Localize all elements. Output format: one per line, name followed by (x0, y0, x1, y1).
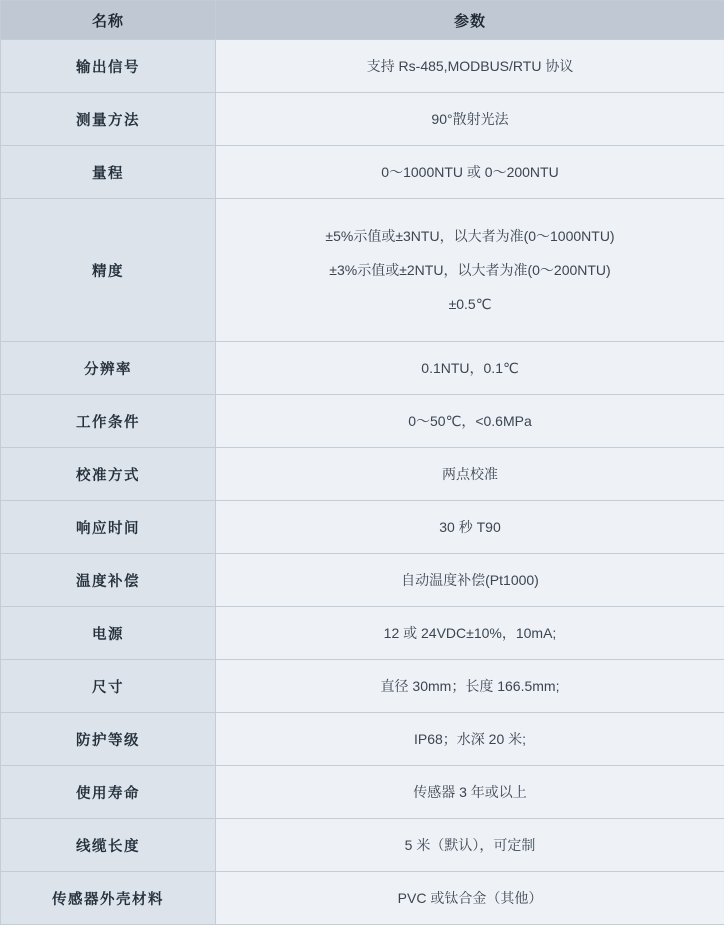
row-label: 量程 (1, 146, 216, 199)
row-value: 30 秒 T90 (216, 501, 724, 554)
row-label: 校准方式 (1, 448, 216, 501)
table-row (1, 713, 724, 766)
row-label: 精度 (1, 199, 216, 342)
row-value: 0～50℃，<0.6MPa (216, 395, 724, 448)
table-row (1, 554, 724, 607)
row-value: 0～1000NTU 或 0～200NTU (216, 146, 724, 199)
row-value: 直径 30mm；长度 166.5mm; (216, 660, 724, 713)
table-row (1, 199, 724, 342)
table-row (1, 766, 724, 819)
table-row (1, 40, 724, 93)
row-value: 12 或 24VDC±10%，10mA; (216, 607, 724, 660)
row-value-multiline (216, 199, 724, 342)
row-label: 测量方法 (1, 93, 216, 146)
row-label: 温度补偿 (1, 554, 216, 607)
table-header-row (1, 1, 724, 40)
row-value-line: ±5%示值或±3NTU，以大者为准(0～1000NTU) (226, 226, 714, 247)
table-row (1, 448, 724, 501)
table-row (1, 146, 724, 199)
row-label: 尺寸 (1, 660, 216, 713)
table-row (1, 660, 724, 713)
row-value: 90°散射光法 (216, 93, 724, 146)
table-body (1, 40, 724, 925)
table-row (1, 93, 724, 146)
row-value: 传感器 3 年或以上 (216, 766, 724, 819)
row-label: 工作条件 (1, 395, 216, 448)
row-value: PVC 或钛合金（其他） (216, 872, 724, 925)
row-label: 电源 (1, 607, 216, 660)
table-row (1, 501, 724, 554)
column-header-parameter: 参数 (216, 1, 724, 40)
table-row (1, 395, 724, 448)
row-label: 分辨率 (1, 342, 216, 395)
table-row (1, 819, 724, 872)
row-label: 线缆长度 (1, 819, 216, 872)
column-header-name: 名称 (1, 1, 216, 40)
row-value-line: ±3%示值或±2NTU，以大者为准(0～200NTU) (226, 260, 714, 281)
row-value: 自动温度补偿(Pt1000) (216, 554, 724, 607)
row-value: 0.1NTU，0.1℃ (216, 342, 724, 395)
row-label: 防护等级 (1, 713, 216, 766)
row-value: 5 米（默认），可定制 (216, 819, 724, 872)
row-label: 传感器外壳材料 (1, 872, 216, 925)
row-value: IP68；水深 20 米; (216, 713, 724, 766)
table-header (1, 1, 724, 40)
table-row (1, 607, 724, 660)
table-row (1, 872, 724, 925)
row-label: 响应时间 (1, 501, 216, 554)
row-label: 输出信号 (1, 40, 216, 93)
row-value: 支持 Rs-485,MODBUS/RTU 协议 (216, 40, 724, 93)
table-row (1, 342, 724, 395)
row-value: 两点校准 (216, 448, 724, 501)
row-value-line: ±0.5℃ (226, 294, 714, 315)
row-label: 使用寿命 (1, 766, 216, 819)
